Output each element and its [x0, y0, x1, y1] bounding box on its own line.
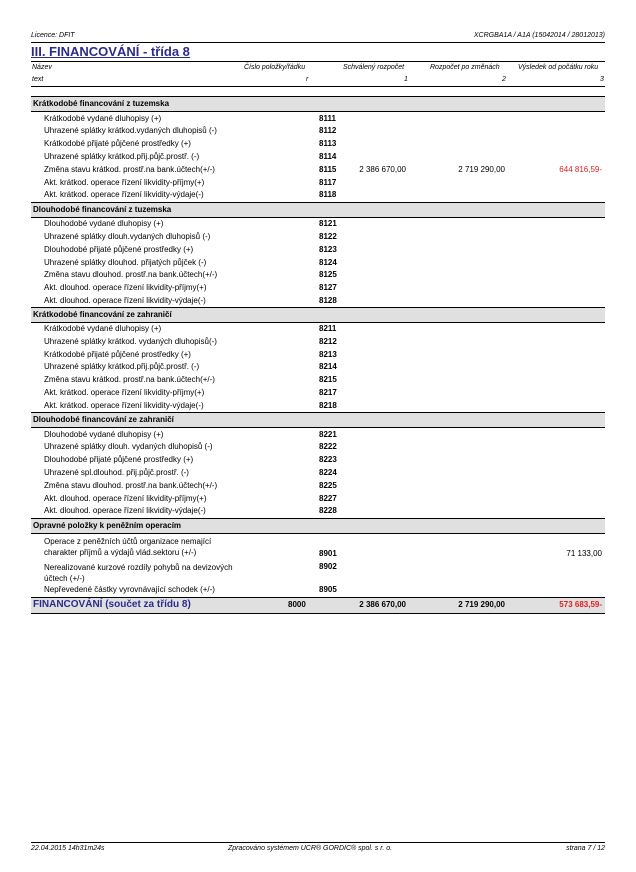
row-label: Akt. dlouhod. operace řízení likvidity-výdaje(-) — [44, 296, 206, 305]
row-label: Akt. dlouhod. operace řízení likvidity-příjmy(+) — [44, 283, 207, 292]
row-label-line: Nerealizované kurzové rozdíly pohybů na devizových — [44, 563, 233, 572]
row-code: 8113 — [319, 139, 337, 148]
section-rule — [31, 427, 605, 428]
table-row — [31, 362, 605, 375]
ytd-result-value: 71 133,00 — [566, 549, 602, 558]
row-code: 8901 — [319, 549, 337, 558]
section-title: Krátkodobé financování ze zahraničí — [33, 310, 172, 319]
row-code: 8212 — [319, 337, 337, 346]
row-code: 8217 — [319, 388, 337, 397]
row-label: Krátkodobé přijaté půjčené prostředky (+) — [44, 139, 191, 148]
col-name-sublabel: text — [32, 76, 44, 83]
row-label: Akt. krátkod. operace řízení likvidity-příjmy(+) — [44, 388, 205, 397]
row-label: Uhrazené splátky krátkod. vydaných dluhopisů(-) — [44, 337, 217, 346]
table-row — [31, 324, 605, 337]
total-approved-budget: 2 386 670,00 — [359, 600, 406, 609]
table-row — [31, 126, 605, 139]
section-title: Opravné položky k peněžním operacím — [33, 521, 182, 530]
page-title: III. FINANCOVÁNÍ - třída 8 — [31, 44, 190, 59]
row-label-line: Operace z peněžních účtů organizace nemající — [44, 537, 212, 546]
table-row — [31, 152, 605, 165]
table-row — [31, 481, 605, 494]
table-row — [31, 388, 605, 401]
row-code: 8128 — [319, 296, 337, 305]
row-label-line: účtech (+/-) — [44, 574, 85, 583]
row-label: Akt. krátkod. operace řízení likvidity-výdaje(-) — [44, 401, 204, 410]
row-code: 8124 — [319, 258, 337, 267]
total-code: 8000 — [288, 600, 306, 609]
row-label: Akt. dlouhod. operace řízení likvidity-příjmy(+) — [44, 494, 207, 503]
row-code: 8123 — [319, 245, 337, 254]
col3-sublabel: 3 — [600, 76, 604, 83]
col2-label: Rozpočet po změnách — [430, 64, 500, 71]
table-row — [31, 245, 605, 258]
col1-sublabel: 1 — [404, 76, 408, 83]
table-row — [31, 232, 605, 245]
ytd-result-value: 644 816,59- — [559, 165, 602, 174]
row-code: 8224 — [319, 468, 337, 477]
row-code: 8223 — [319, 455, 337, 464]
section-rule — [31, 217, 605, 218]
table-row — [31, 375, 605, 388]
table-row — [31, 283, 605, 296]
row-code: 8117 — [319, 178, 337, 187]
col-code-sublabel: r — [306, 76, 309, 83]
row-code: 8127 — [319, 283, 337, 292]
row-label: Krátkodobé vydané dluhopisy (+) — [44, 114, 162, 123]
row-label: Uhrazené splátky krátkod.přij.půjč.prostř. (-) — [44, 152, 200, 161]
footer-page-number: strana 7 / 12 — [566, 845, 605, 852]
report-id: XCRGBA1A / A1A (15042014 / 28012013) — [473, 32, 605, 39]
row-label: Uhrazené splátky dlouh. vydaných dluhopisů (-) — [44, 442, 213, 451]
table-row — [31, 468, 605, 481]
total-bottom-rule — [31, 613, 605, 614]
row-label: Uhrazené splátky dlouh.vydaných dluhopisů (-) — [44, 232, 211, 241]
colhead-top-rule — [31, 61, 605, 62]
row-code: 8211 — [319, 324, 337, 333]
row-code: 8905 — [319, 585, 337, 594]
row-label: Uhrazené splátky krátkod.přij.půjč.prostř. (-) — [44, 362, 200, 371]
total-ytd-result: 573 683,59- — [559, 600, 602, 609]
footer-timestamp: 22.04.2015 14h31m24s — [31, 845, 105, 852]
row-code: 8218 — [319, 401, 337, 410]
col1-label: Schválený rozpočet — [343, 64, 405, 71]
row-label: Nepřevedené částky vyrovnávající schodek (+/-) — [44, 585, 215, 594]
row-code: 8227 — [319, 494, 337, 503]
row-label: Dlouhodobé vydané dluhopisy (+) — [44, 219, 164, 228]
row-label: Krátkodobé přijaté půjčené prostředky (+) — [44, 350, 191, 359]
col2-sublabel: 2 — [502, 76, 506, 83]
row-label: Dlouhodobé vydané dluhopisy (+) — [44, 430, 164, 439]
row-label: Uhrazené splátky krátkod.vydaných dluhopisů (-) — [44, 126, 217, 135]
row-code: 8214 — [319, 362, 337, 371]
row-code: 8112 — [319, 126, 337, 135]
row-code: 8225 — [319, 481, 337, 490]
table-row — [31, 270, 605, 283]
row-label: Akt. krátkod. operace řízení likvidity-příjmy(+) — [44, 178, 205, 187]
revised-budget-value: 2 719 290,00 — [458, 165, 505, 174]
row-code: 8111 — [319, 114, 336, 123]
row-label: Akt. dlouhod. operace řízení likvidity-výdaje(-) — [44, 506, 206, 515]
table-row — [31, 455, 605, 468]
row-label: Dlouhodobé přijaté půjčené prostředky (+) — [44, 245, 194, 254]
section-rule — [31, 111, 605, 112]
section-rule — [31, 533, 605, 534]
colhead-bottom-rule — [31, 86, 605, 87]
row-code: 8114 — [319, 152, 337, 161]
col-code-label: Číslo položky/řádku — [244, 64, 306, 71]
section-title: Dlouhodobé financování ze zahraničí — [33, 415, 174, 424]
section-title: Dlouhodobé financování z tuzemska — [33, 205, 172, 214]
section-title: Krátkodobé financování z tuzemska — [33, 99, 170, 108]
table-row — [31, 442, 605, 455]
total-label: FINANCOVÁNÍ (součet za třídu 8) — [33, 599, 191, 610]
row-label-line: charakter příjmů a výdajů vlád.sektoru (+/-) — [44, 548, 197, 557]
row-label: Uhrazené splátky dlouhod. přijatých půjček (-) — [44, 258, 207, 267]
row-label: Změna stavu krátkod. prostř.na bank.účtech(+/-) — [44, 165, 215, 174]
row-code: 8122 — [319, 232, 337, 241]
row-code: 8221 — [319, 430, 337, 439]
row-code: 8228 — [319, 506, 337, 515]
row-label: Změna stavu krátkod. prostř.na bank.účtech(+/-) — [44, 375, 215, 384]
total-row — [31, 599, 605, 613]
footer-processed-by: Zpracováno systémem UCR® GORDIC® spol. s r. o. — [228, 845, 393, 852]
row-label: Uhrazené spl.dlouhod. přij.půjč.prostř. (-) — [44, 468, 189, 477]
row-code: 8222 — [319, 442, 337, 451]
table-row — [31, 165, 605, 178]
table-row — [31, 219, 605, 232]
row-label: Akt. krátkod. operace řízení likvidity-výdaje(-) — [44, 190, 204, 199]
row-label: Změna stavu dlouhod. prostř.na bank.účtech(+/-) — [44, 270, 218, 279]
table-row — [31, 562, 605, 575]
row-code: 8213 — [319, 350, 337, 359]
row-code: 8215 — [319, 375, 337, 384]
row-code: 8118 — [319, 190, 337, 199]
footer-rule — [31, 842, 605, 843]
licence-text: Licence: DFIT — [31, 32, 75, 39]
row-code: 8121 — [319, 219, 337, 228]
col3-label: Výsledek od počátku roku — [518, 64, 599, 71]
total-revised-budget: 2 719 290,00 — [458, 600, 505, 609]
row-label: Dlouhodobé přijaté půjčené prostředky (+) — [44, 455, 194, 464]
row-code: 8125 — [319, 270, 337, 279]
row-code: 8115 — [319, 165, 337, 174]
table-row — [31, 139, 605, 152]
section-rule — [31, 322, 605, 323]
row-label: Změna stavu dlouhod. prostř.na bank.účtech(+/-) — [44, 481, 218, 490]
table-row — [31, 337, 605, 350]
approved-budget-value: 2 386 670,00 — [359, 165, 406, 174]
col-name-label: Název — [32, 64, 52, 71]
header-rule — [31, 42, 605, 43]
table-row — [31, 549, 605, 562]
row-code: 8902 — [319, 562, 337, 571]
row-label: Krátkodobé vydané dluhopisy (+) — [44, 324, 162, 333]
